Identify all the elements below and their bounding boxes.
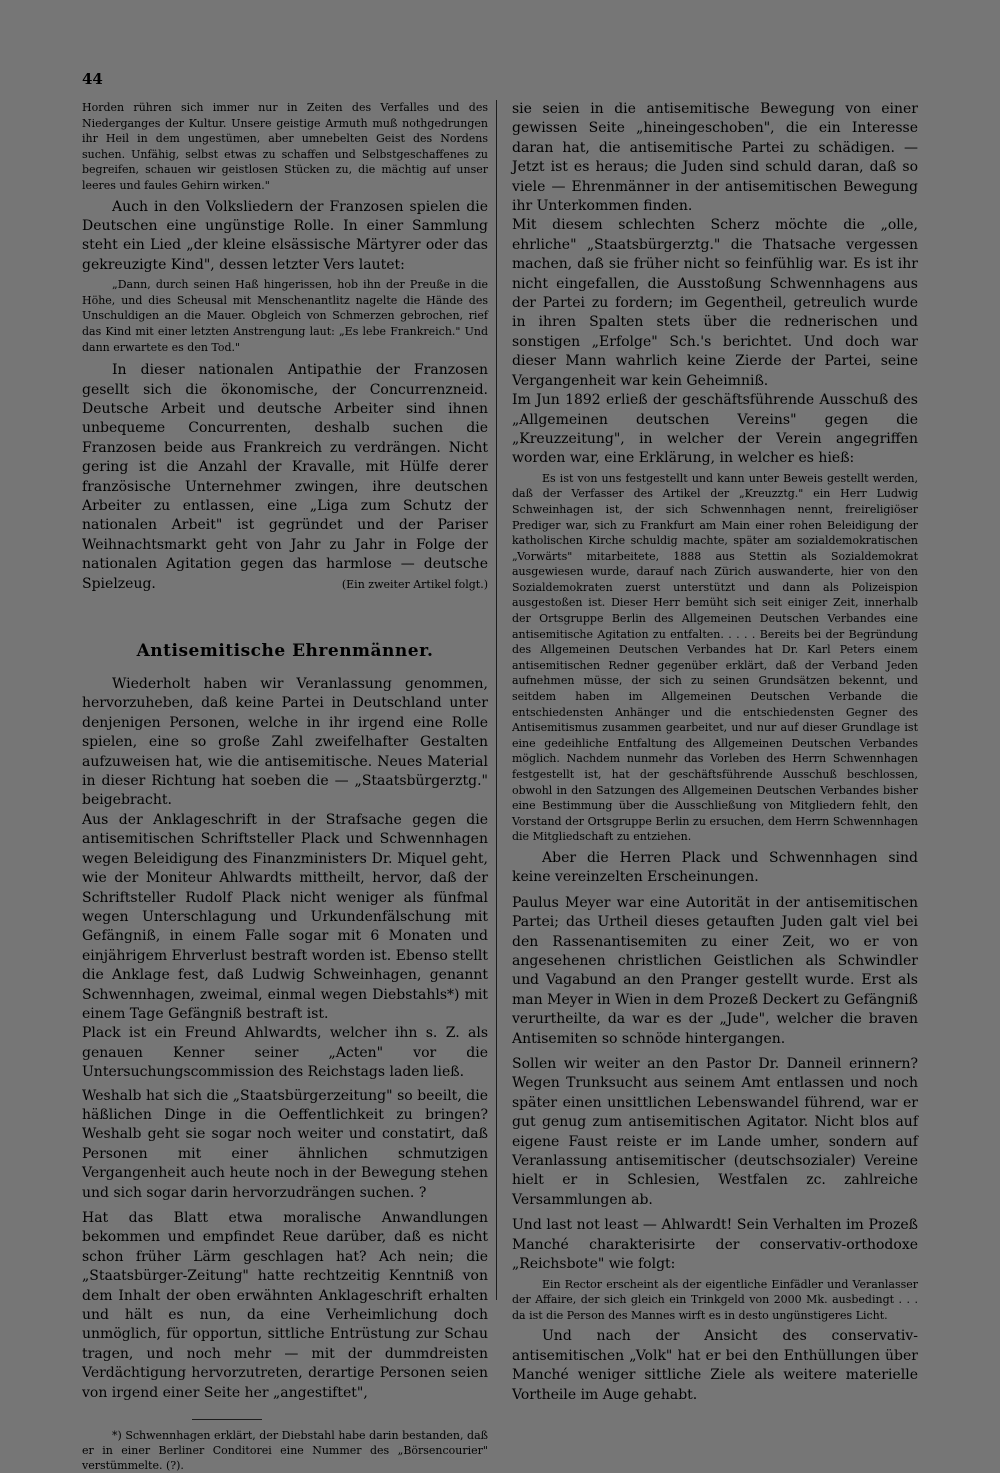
quote: „Dann, durch seinen Haß hingerissen, hob ihn der Preuße in die Höhe, und dies Scheusal mit Menschenantlitz nagelte die Hände des Unschuldigen an die Mauer. Obgleich von Schmerzen gebrochen, rief das Kind mit einer letzten Anstrengung laut: „Es lebe Frankreich." Und dann erwartete es den Tod." [82, 278, 488, 354]
paragraph: Paulus Meyer war eine Autorität in der antisemitischen Partei; das Urtheil dieses getauften Juden galt viel bei den Rassenantisemiten zu einer Zeit, wo er von angesehenen christlichen Geistlichen als Schwindler und Vagabund an den Pranger gestellt wurde. Erst als man Meyer in Wien in dem Prozeß Deckert zu Gefängniß verurtheilte, da war es der „Jude", welcher die braven Antisemiten so schnöde hintergangen. [512, 894, 918, 1047]
paragraph: sie seien in die antisemitische Bewegung von einer gewissen Seite „hineingeschoben", die ein Interesse daran hat, die antisemitische Partei zu schädigen. — Jetzt ist es heraus; die Juden sind schuld daran, daß so viele — Ehrenmänner in der antisemitischen Bewegung ihr Unterkommen finden. [512, 101, 918, 215]
paragraph: Mit diesem schlechten Scherz möchte die „olle, ehrliche" „Staatsbürgerztg." die Thatsache vergessen machen, daß sie früher nicht so feinfühlig war. Es ist ihr nicht eingefallen, die Ausstoßung Schwennhagens aus der Partei zu fordern; im Gegentheil, getreulich wurde in ihren Spalten stets über die rednerischen und sonstigen „Erfolge" Sch.'s berichtet. Und doch war dieser Mann wahrlich keine Zierde der Partei, seine Vergangenheit war kein Geheimniß. [512, 217, 918, 389]
paragraph: Im Jun 1892 erließ der geschäftsführende Ausschuß des „Allgemeinen deutschen Vereins" gegen die „Kreuzzeitung", in welcher der Verein angegriffen worden war, eine Erklärung, in welcher es hieß: [512, 392, 918, 467]
footnote-rule [192, 1419, 262, 1420]
paragraph: Auch in den Volksliedern der Franzosen spielen die Deutschen eine ungünstige Rolle. In einer Sammlung steht ein Lied „der kleine elsässische Märtyrer oder das gekreuzigte Kind", dessen letzter Vers lautet: [82, 198, 488, 273]
page-number: 44 [82, 70, 103, 88]
paragraph: Und last not least — Ahlwardt! Sein Verhalten im Prozeß Manché charakterisirte der conservativ-orthodoxe „Reichsbote" wie folgt: [512, 1217, 918, 1273]
paragraph: Aber die Herren Plack und Schwennhagen sind keine vereinzelten Erscheinungen. [512, 849, 918, 886]
left-column [82, 100, 488, 1473]
paragraph: Plack ist ein Freund Ahlwardts, welcher ihn s. Z. als genauen Kenner seiner „Acten" vor die Untersuchungscommission des Reichstags laden ließ. [82, 1025, 488, 1081]
paragraph: Weshalb hat sich die „Staatsbürgerzeitung" so beeilt, die häßlichen Dinge in die Oeffentlichkeit zu bringen? Weshalb geht sie sogar noch weiter und constatirt, daß Personen mit einer ähnlichen schmutzigen Vergangenheit auch heute noch in der Bewegung stehen und sich sogar darin hervorzudrängen suchen. ? [82, 1087, 488, 1201]
article-heading: Antisemitische Ehrenmänner. [136, 641, 434, 662]
paragraph: Wiederholt haben wir Veranlassung genommen, hervorzuheben, daß keine Partei in Deutschland unter denjenigen Personen, welche in ihr irgend eine Rolle spielen, eine so große Zahl zweifelhafter Gestalten aufzuweisen hat, wie die antisemitische. Neues Material in dieser Richtung hat soeben die — „Staatsbürgerztg." beigebracht. [82, 676, 488, 809]
paragraph: Und nach der Ansicht des conservativ-antisemitischen „Volk" hat er bei den Enthüllungen über Manché weniger sittliche Ziele als weitere materielle Vortheile im Auge gehabt. [512, 1328, 918, 1403]
paragraph: Hat das Blatt etwa moralische Anwandlungen bekommen und empfindet Reue darüber, daß es nicht schon früher Lärm geschlagen hat? Ach nein; die „Staatsbürger-Zeitung" hatte rechtzeitig Kenntniß von dem Inhalt der oben erwähnten Anklageschrift erhalten und hält es nun, da eine Verheimlichung doch unmöglich, für opportun, sittliche Entrüstung zur Schau tragen, und noch mehr — mit der dummdreisten Verdächtigung hervorzutreten, derartige Personen seien von irgend einer Seite her „angestiftet", [82, 1210, 488, 1401]
paragraph: Sollen wir weiter an den Pastor Dr. Danneil erinnern? Wegen Trunksucht aus seinem Amt entlassen und noch später einen unsittlichen Lebenswandel führend, war er gut genug zum antisemitischen Agitator. Nicht blos auf eigene Faust reiste er im Lande umher, sondern auf Veranlassung antisemitischer (deutschsozialer) Vereine hielt er in Schlesien, Westfalen zc. zahlreiche Versammlungen ab. [512, 1056, 918, 1208]
quote: Es ist von uns festgestellt und kann unter Beweis gestellt werden, daß der Verfasser des Artikel der „Kreuzztg." ein Herr Ludwig Schweinhagen ist, der sich Schwennhagen nennt, freireligiöser Prediger war, sich zu Frankfurt am Main einer rohen Beleidigung der katholischen Kirche schuldig machte, später am sozialdemokratischen „Vorwärts" mitarbeitete, 1888 aus Stettin als Sozialdemokrat ausgewiesen wurde, darauf nach Zürich auswanderte, hier von den Sozialdemokraten zuerst unterstützt und dann als Polizeispion ausgestoßen ist. Dieser Herr bemüht sich seit einiger Zeit, innerhalb der Ortsgruppe Berlin des Allgemeinen Deutschen Verbandes eine antisemitische Agitation zu entfalten. . . . . Bereits bei der Begründung des Allgemeinen Deutschen Verbandes hat Dr. Karl Peters einem antisemitischen Redner gegenüber erklärt, daß der Verband Jeden aufnehmen müsse, der sich zu seinen Grundsätzen bekennt, und seitdem haben im Allgemeinen Deutschen Verbande die entschiedensten Anhänger und die entschiedensten Gegner des Antisemitismus zusammen gearbeitet, und nur auf dieser Grundlage ist eine gedeihliche Entfaltung des Allgemeinen Deutschen Verbandes möglich. Nachdem nunmehr das Vorleben des Herrn Schwennhagen festgestellt ist, hat der geschäftsführende Ausschuß beschlossen, obwohl in den Satzungen des Allgemeinen Deutschen Verbandes bisher eine Bestimmung über die Ausschließung von Mitgliedern fehlt, den Vorstand der Ortsgruppe Berlin zu ersuchen, dem Herrn Schwennhagen die Mitgliedschaft zu entziehen. [512, 471, 918, 844]
quote: Ein Rector erscheint als der eigentliche Einfädler und Veranlasser der Affaire, der sich gleich ein Trinkgeld von 2000 Mk. ausbedingt . . . da ist die Person des Mannes wirft es in desto ungünstigeres Licht. [512, 1277, 918, 1322]
paragraph: Horden rühren sich immer nur in Zeiten des Verfalles und des Niederganges der Kultur. Unsere geistige Armuth muß nothgedrungen ihr Heil in dem ungestümen, aber umnebelten Geist des Nordens suchen. Unfähig, selbst etwas zu schaffen und Selbstgeschaffenes zu begreifen, schauen wir geistlosen Stücken zu, die mächtig auf unser leeres und faules Gehirn wirken." [82, 101, 488, 192]
continuation-note: (Ein zweiter Artikel folgt.) [341, 578, 488, 592]
paragraph: In dieser nationalen Antipathie der Franzosen gesellt sich die ökonomische, der Concurrenzneid. Deutsche Arbeit und deutsche Arbeiter sind ihnen unbequeme Concurrenten, deshalb suchen die Franzosen beide aus Frankreich zu verdrängen. Nicht gering ist die Anzahl der Kravalle, mit Hülfe derer französische Unternehmer zwingen, ihre deutschen Arbeiter zu entlassen, eine „Liga zum Schutz der nationalen Arbeit" ist gegründet und der Pariser Weihnachtsmarkt geht von Jahr zu Jahr in Folge der nationalen Agitation gegen das harmlose — deutsche Spielzeug. [82, 362, 488, 592]
right-column [512, 100, 918, 1405]
column-rule [496, 100, 497, 1300]
paragraph: Aus der Anklageschrift in der Strafsache gegen die antisemitischen Schriftsteller Plack und Schwennhagen wegen Beleidigung des Finanzministers Dr. Miquel geht, wie der Moniteur Ahlwardts mittheilt, hervor, daß der Schriftsteller Rudolf Plack nicht weniger als fünfmal wegen Unterschlagung und Urkundenfälschung mit Gefängniß, in einem Falle sogar mit 6 Monaten und einjährigem Ehrverlust bestraft worden ist. Ebenso stellt die Anklage fest, daß Ludwig Schweinhagen, genannt Schwennhagen, zweimal, einmal wegen Diebstahls*) mit einem Tage Gefängniß bestraft ist. [82, 811, 488, 1022]
footnote: *) Schwennhagen erklärt, der Diebstahl habe darin bestanden, daß er in einer Berliner Conditorei eine Nummer des „Börsencourier" verstümmelte. (?). [82, 1429, 488, 1473]
